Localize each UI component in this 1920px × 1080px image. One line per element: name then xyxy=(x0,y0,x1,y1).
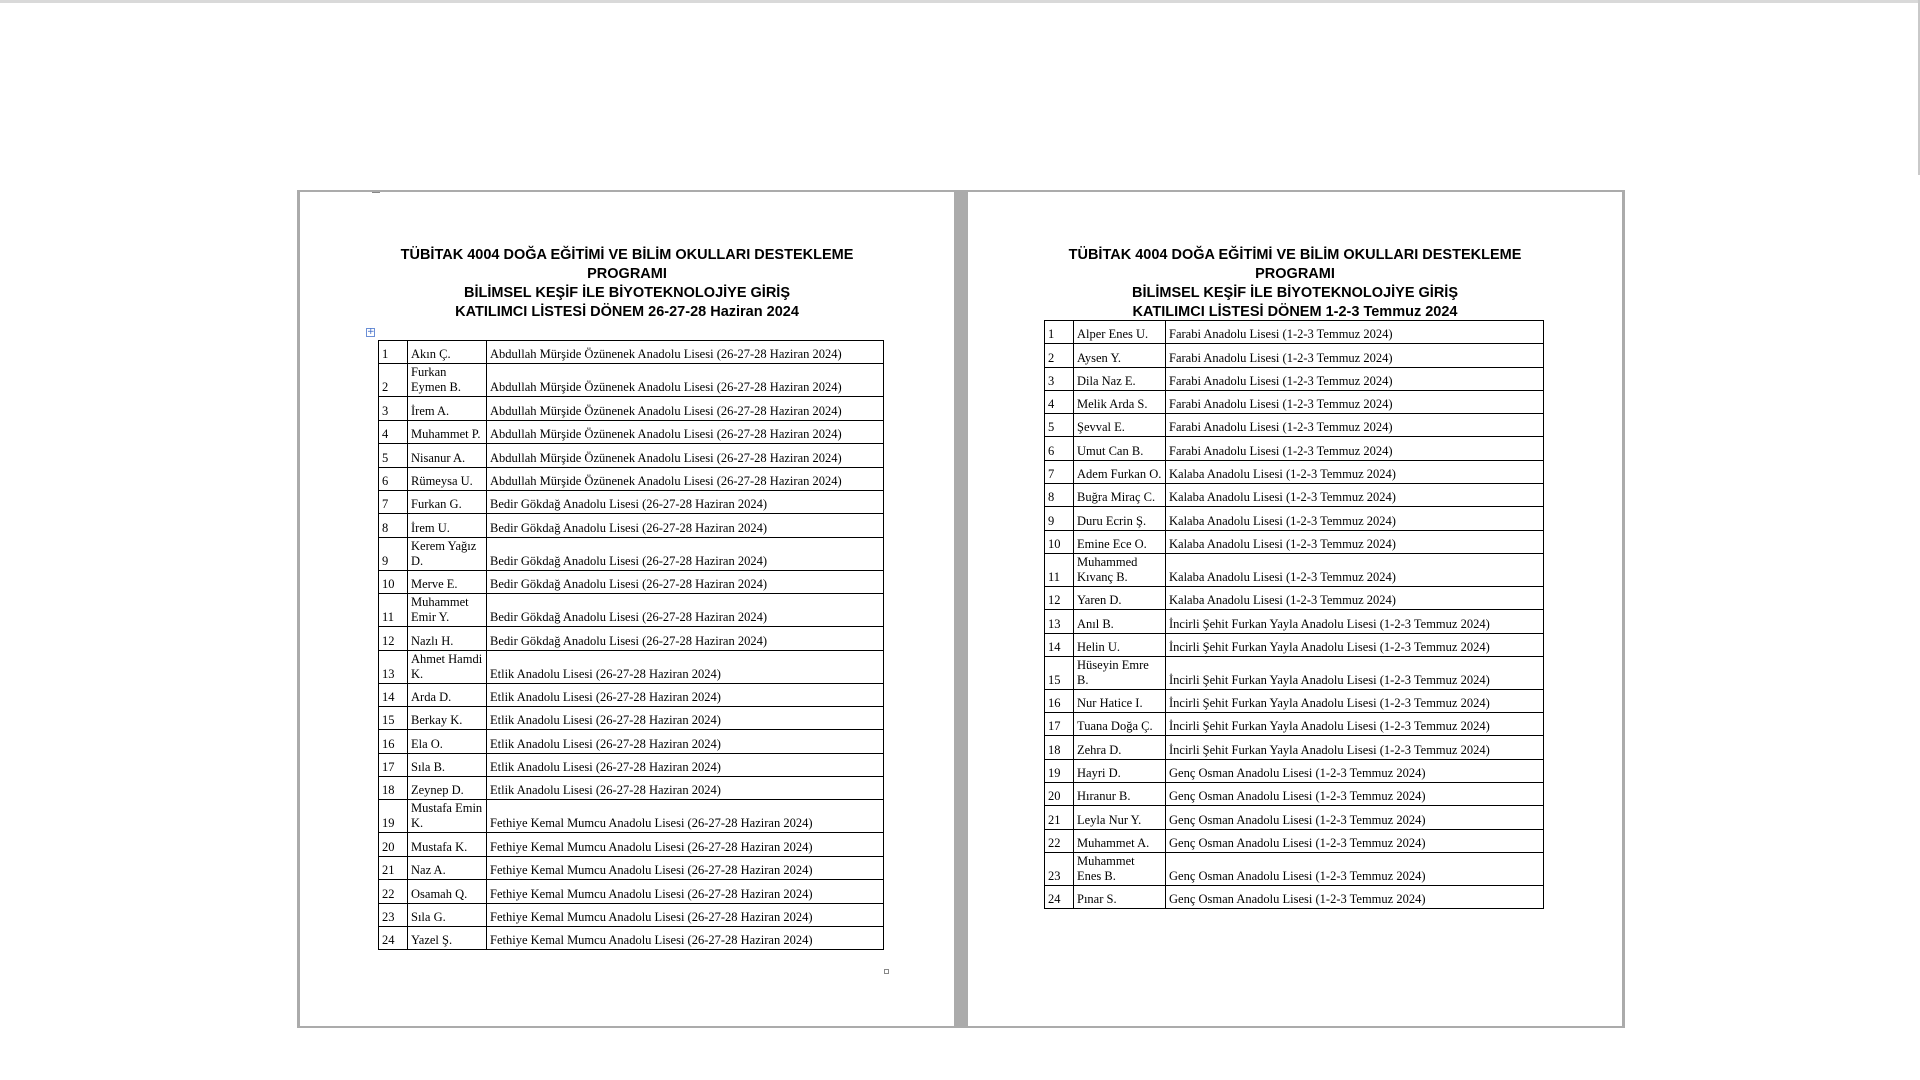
participant-name[interactable]: Furkan G. xyxy=(408,490,487,513)
row-number[interactable]: 2 xyxy=(379,364,408,397)
participant-name[interactable]: Adem Furkan O. xyxy=(1074,460,1166,483)
participant-name[interactable]: Akın Ç. xyxy=(408,341,487,364)
participant-name[interactable]: Nur Hatice I. xyxy=(1074,689,1166,712)
school-name[interactable]: Etlik Anadolu Lisesi (26-27-28 Haziran 2024) xyxy=(487,777,884,800)
school-name[interactable]: Kalaba Anadolu Lisesi (1-2-3 Temmuz 2024) xyxy=(1166,484,1544,507)
row-number[interactable]: 14 xyxy=(379,683,408,706)
row-number[interactable]: 6 xyxy=(1045,437,1074,460)
document-page-right[interactable] xyxy=(968,192,1622,1026)
school-name[interactable]: Genç Osman Anadolu Lisesi (1-2-3 Temmuz 2024) xyxy=(1166,829,1544,852)
participant-name[interactable]: Umut Can B. xyxy=(1074,437,1166,460)
row-number[interactable]: 20 xyxy=(1045,783,1074,806)
row-number[interactable]: 23 xyxy=(1045,852,1074,885)
participant-name[interactable]: Duru Ecrin Ş. xyxy=(1074,507,1166,530)
school-name[interactable]: Abdullah Mürşide Özünenek Anadolu Lisesi (26-27-28 Haziran 2024) xyxy=(487,364,884,397)
participant-name[interactable]: Muhammet Emir Y. xyxy=(408,594,487,627)
table-row[interactable] xyxy=(379,627,884,650)
table-row[interactable] xyxy=(1045,633,1544,656)
participant-name[interactable]: Berkay K. xyxy=(408,706,487,729)
table-row[interactable] xyxy=(1045,507,1544,530)
title-line: TÜBİTAK 4004 DOĞA EĞİTİMİ VE BİLİM OKULLARI DESTEKLEME xyxy=(400,247,854,263)
row-number[interactable]: 24 xyxy=(1045,885,1074,908)
row-number[interactable]: 10 xyxy=(379,570,408,593)
row-number[interactable]: 10 xyxy=(1045,530,1074,553)
participant-name[interactable]: Merve E. xyxy=(408,570,487,593)
table-row[interactable] xyxy=(1045,783,1544,806)
table-row[interactable] xyxy=(1045,321,1544,344)
table-resize-handle[interactable] xyxy=(884,969,889,974)
table-row[interactable] xyxy=(379,856,884,879)
row-number[interactable]: 3 xyxy=(1045,367,1074,390)
table-row[interactable] xyxy=(379,420,884,443)
participant-name[interactable]: Aysen Y. xyxy=(1074,344,1166,367)
participant-name[interactable]: Leyla Nur Y. xyxy=(1074,806,1166,829)
row-number[interactable]: 18 xyxy=(1045,736,1074,759)
row-number[interactable]: 14 xyxy=(1045,633,1074,656)
school-name[interactable]: Genç Osman Anadolu Lisesi (1-2-3 Temmuz 2024) xyxy=(1166,852,1544,885)
row-number[interactable]: 7 xyxy=(1045,460,1074,483)
row-number[interactable]: 13 xyxy=(1045,610,1074,633)
window-bottom-area xyxy=(0,1040,1920,1080)
table-row[interactable] xyxy=(379,397,884,420)
table-row[interactable] xyxy=(379,467,884,490)
table-row[interactable] xyxy=(379,800,884,833)
table-row[interactable] xyxy=(379,650,884,683)
row-number[interactable]: 11 xyxy=(1045,553,1074,586)
participant-name[interactable]: Hıranur B. xyxy=(1074,783,1166,806)
school-name[interactable]: Bedir Gökdağ Anadolu Lisesi (26-27-28 Haziran 2024) xyxy=(487,627,884,650)
title-line: KATILIMCI LİSTESİ DÖNEM 26-27-28 Haziran 2024 xyxy=(455,304,799,320)
participant-name[interactable]: Yazel Ş. xyxy=(408,927,487,950)
table-row[interactable] xyxy=(1045,553,1544,586)
table-row[interactable] xyxy=(1045,806,1544,829)
table-row[interactable] xyxy=(1045,414,1544,437)
table-row[interactable] xyxy=(1045,610,1544,633)
participant-name[interactable]: Mustafa Emin K. xyxy=(408,800,487,833)
row-number[interactable]: 16 xyxy=(1045,689,1074,712)
participant-name[interactable]: Emine Ece O. xyxy=(1074,530,1166,553)
row-number[interactable]: 15 xyxy=(379,706,408,729)
row-number[interactable]: 16 xyxy=(379,730,408,753)
participant-name[interactable]: Şevval E. xyxy=(1074,414,1166,437)
table-row[interactable] xyxy=(1045,390,1544,413)
school-name[interactable]: Etlik Anadolu Lisesi (26-27-28 Haziran 2024) xyxy=(487,650,884,683)
participant-name[interactable]: Melik Arda S. xyxy=(1074,390,1166,413)
school-name[interactable]: İncirli Şehit Furkan Yayla Anadolu Lisesi (1-2-3 Temmuz 2024) xyxy=(1166,656,1544,689)
row-number[interactable]: 8 xyxy=(379,514,408,537)
table-row[interactable] xyxy=(379,570,884,593)
participant-name[interactable]: Yaren D. xyxy=(1074,586,1166,609)
table-row[interactable] xyxy=(379,833,884,856)
school-name[interactable]: İncirli Şehit Furkan Yayla Anadolu Lisesi (1-2-3 Temmuz 2024) xyxy=(1166,633,1544,656)
table-row[interactable] xyxy=(379,490,884,513)
participant-name[interactable]: Alper Enes U. xyxy=(1074,321,1166,344)
school-name[interactable]: Genç Osman Anadolu Lisesi (1-2-3 Temmuz 2024) xyxy=(1166,806,1544,829)
row-number[interactable]: 22 xyxy=(379,880,408,903)
participant-name[interactable]: Nazlı H. xyxy=(408,627,487,650)
title-line: KATILIMCI LİSTESİ DÖNEM 1-2-3 Temmuz 2024 xyxy=(1132,304,1458,320)
table-row[interactable] xyxy=(379,537,884,570)
participant-name[interactable]: Muhammed Kıvanç B. xyxy=(1074,553,1166,586)
document-page-left[interactable] xyxy=(300,192,954,1026)
row-number[interactable]: 13 xyxy=(379,650,408,683)
school-name[interactable]: Abdullah Mürşide Özünenek Anadolu Lisesi (26-27-28 Haziran 2024) xyxy=(487,444,884,467)
table-row[interactable] xyxy=(1045,759,1544,782)
school-name[interactable]: Fethiye Kemal Mumcu Anadolu Lisesi (26-27-28 Haziran 2024) xyxy=(487,903,884,926)
table-row[interactable] xyxy=(1045,437,1544,460)
participant-name[interactable]: Ela O. xyxy=(408,730,487,753)
school-name[interactable]: Etlik Anadolu Lisesi (26-27-28 Haziran 2024) xyxy=(487,706,884,729)
row-number[interactable]: 9 xyxy=(379,537,408,570)
participant-name[interactable]: Pınar S. xyxy=(1074,885,1166,908)
school-name[interactable]: Farabi Anadolu Lisesi (1-2-3 Temmuz 2024) xyxy=(1166,367,1544,390)
school-name[interactable]: İncirli Şehit Furkan Yayla Anadolu Lisesi (1-2-3 Temmuz 2024) xyxy=(1166,610,1544,633)
row-number[interactable]: 24 xyxy=(379,927,408,950)
school-name[interactable]: Bedir Gökdağ Anadolu Lisesi (26-27-28 Haziran 2024) xyxy=(487,537,884,570)
table-row[interactable] xyxy=(1045,656,1544,689)
table-row[interactable] xyxy=(1045,713,1544,736)
row-number[interactable]: 21 xyxy=(1045,806,1074,829)
table-row[interactable] xyxy=(1045,736,1544,759)
school-name[interactable]: Fethiye Kemal Mumcu Anadolu Lisesi (26-27-28 Haziran 2024) xyxy=(487,800,884,833)
table-row[interactable] xyxy=(379,753,884,776)
row-number[interactable]: 1 xyxy=(379,341,408,364)
school-name[interactable]: Genç Osman Anadolu Lisesi (1-2-3 Temmuz 2024) xyxy=(1166,759,1544,782)
participant-name[interactable]: Dila Naz E. xyxy=(1074,367,1166,390)
row-number[interactable]: 19 xyxy=(379,800,408,833)
title-line: PROGRAMI xyxy=(587,266,667,282)
participant-name[interactable]: Anıl B. xyxy=(1074,610,1166,633)
row-number[interactable]: 15 xyxy=(1045,656,1074,689)
participant-name[interactable]: Helin U. xyxy=(1074,633,1166,656)
row-number[interactable]: 7 xyxy=(379,490,408,513)
school-name[interactable]: Fethiye Kemal Mumcu Anadolu Lisesi (26-27-28 Haziran 2024) xyxy=(487,856,884,879)
school-name[interactable]: Kalaba Anadolu Lisesi (1-2-3 Temmuz 2024) xyxy=(1166,460,1544,483)
row-number[interactable]: 4 xyxy=(379,420,408,443)
school-name[interactable]: Farabi Anadolu Lisesi (1-2-3 Temmuz 2024) xyxy=(1166,321,1544,344)
school-name[interactable]: Abdullah Mürşide Özünenek Anadolu Lisesi (26-27-28 Haziran 2024) xyxy=(487,420,884,443)
school-name[interactable]: Etlik Anadolu Lisesi (26-27-28 Haziran 2024) xyxy=(487,753,884,776)
participant-name[interactable]: Zeynep D. xyxy=(408,777,487,800)
table-row[interactable] xyxy=(379,514,884,537)
participant-name[interactable]: Rümeysa U. xyxy=(408,467,487,490)
participant-name[interactable]: Arda D. xyxy=(408,683,487,706)
participant-name[interactable]: Muhammet P. xyxy=(408,420,487,443)
school-name[interactable]: Kalaba Anadolu Lisesi (1-2-3 Temmuz 2024) xyxy=(1166,553,1544,586)
table-row[interactable] xyxy=(1045,530,1544,553)
school-name[interactable]: İncirli Şehit Furkan Yayla Anadolu Lisesi (1-2-3 Temmuz 2024) xyxy=(1166,713,1544,736)
table-row[interactable] xyxy=(1045,885,1544,908)
page-corner-mark xyxy=(372,192,380,193)
participant-name[interactable]: Kerem Yağız D. xyxy=(408,537,487,570)
row-number[interactable]: 23 xyxy=(379,903,408,926)
school-name[interactable]: Kalaba Anadolu Lisesi (1-2-3 Temmuz 2024) xyxy=(1166,586,1544,609)
row-number[interactable]: 17 xyxy=(1045,713,1074,736)
school-name[interactable]: Bedir Gökdağ Anadolu Lisesi (26-27-28 Haziran 2024) xyxy=(487,570,884,593)
row-number[interactable]: 19 xyxy=(1045,759,1074,782)
participant-name[interactable]: Hüseyin Emre B. xyxy=(1074,656,1166,689)
school-name[interactable]: Abdullah Mürşide Özünenek Anadolu Lisesi (26-27-28 Haziran 2024) xyxy=(487,467,884,490)
school-name[interactable]: İncirli Şehit Furkan Yayla Anadolu Lisesi (1-2-3 Temmuz 2024) xyxy=(1166,689,1544,712)
table-row[interactable] xyxy=(379,777,884,800)
participant-name[interactable]: Ahmet Hamdi K. xyxy=(408,650,487,683)
row-number[interactable]: 21 xyxy=(379,856,408,879)
school-name[interactable]: İncirli Şehit Furkan Yayla Anadolu Lisesi (1-2-3 Temmuz 2024) xyxy=(1166,736,1544,759)
row-number[interactable]: 8 xyxy=(1045,484,1074,507)
row-number[interactable]: 11 xyxy=(379,594,408,627)
page-title-right xyxy=(968,246,1622,322)
row-number[interactable]: 2 xyxy=(1045,344,1074,367)
participant-name[interactable]: Muhammet A. xyxy=(1074,829,1166,852)
school-name[interactable]: Etlik Anadolu Lisesi (26-27-28 Haziran 2024) xyxy=(487,730,884,753)
school-name[interactable]: Farabi Anadolu Lisesi (1-2-3 Temmuz 2024) xyxy=(1166,437,1544,460)
school-name[interactable]: Fethiye Kemal Mumcu Anadolu Lisesi (26-27-28 Haziran 2024) xyxy=(487,927,884,950)
table-row[interactable] xyxy=(1045,829,1544,852)
table-row[interactable] xyxy=(379,444,884,467)
table-row[interactable] xyxy=(1045,484,1544,507)
school-name[interactable]: Fethiye Kemal Mumcu Anadolu Lisesi (26-27-28 Haziran 2024) xyxy=(487,880,884,903)
title-line: BİLİMSEL KEŞİF İLE BİYOTEKNOLOJİYE GİRİŞ xyxy=(463,285,791,301)
row-number[interactable]: 1 xyxy=(1045,321,1074,344)
school-name[interactable]: Bedir Gökdağ Anadolu Lisesi (26-27-28 Haziran 2024) xyxy=(487,514,884,537)
table-row[interactable] xyxy=(1045,344,1544,367)
participant-name[interactable]: Tuana Doğa Ç. xyxy=(1074,713,1166,736)
school-name[interactable]: Bedir Gökdağ Anadolu Lisesi (26-27-28 Haziran 2024) xyxy=(487,594,884,627)
row-number[interactable]: 3 xyxy=(379,397,408,420)
participant-name[interactable]: Furkan Eymen B. xyxy=(408,364,487,397)
table-row[interactable] xyxy=(379,730,884,753)
row-number[interactable]: 20 xyxy=(379,833,408,856)
table-row[interactable] xyxy=(1045,852,1544,885)
participant-name[interactable]: Naz A. xyxy=(408,856,487,879)
participant-name[interactable]: İrem A. xyxy=(408,397,487,420)
school-name[interactable]: Abdullah Mürşide Özünenek Anadolu Lisesi (26-27-28 Haziran 2024) xyxy=(487,397,884,420)
table-row[interactable] xyxy=(379,927,884,950)
row-number[interactable]: 12 xyxy=(1045,586,1074,609)
row-number[interactable]: 6 xyxy=(379,467,408,490)
school-name[interactable]: Fethiye Kemal Mumcu Anadolu Lisesi (26-27-28 Haziran 2024) xyxy=(487,833,884,856)
participant-name[interactable]: Sıla G. xyxy=(408,903,487,926)
table-row[interactable] xyxy=(379,903,884,926)
row-number[interactable]: 5 xyxy=(1045,414,1074,437)
table-row[interactable] xyxy=(1045,367,1544,390)
table-row[interactable] xyxy=(379,880,884,903)
page-title-left xyxy=(300,246,954,322)
table-row[interactable] xyxy=(379,341,884,364)
participant-table-right[interactable] xyxy=(1044,320,1544,909)
school-name[interactable]: Bedir Gökdağ Anadolu Lisesi (26-27-28 Haziran 2024) xyxy=(487,490,884,513)
row-number[interactable]: 17 xyxy=(379,753,408,776)
table-row[interactable] xyxy=(379,706,884,729)
participant-name[interactable]: Osamah Q. xyxy=(408,880,487,903)
title-line: PROGRAMI xyxy=(1255,266,1335,282)
school-name[interactable]: Kalaba Anadolu Lisesi (1-2-3 Temmuz 2024) xyxy=(1166,507,1544,530)
participant-name[interactable]: Sıla B. xyxy=(408,753,487,776)
table-row[interactable] xyxy=(379,594,884,627)
table-row[interactable] xyxy=(379,683,884,706)
window-top-border xyxy=(0,0,1920,3)
row-number[interactable]: 9 xyxy=(1045,507,1074,530)
title-line: BİLİMSEL KEŞİF İLE BİYOTEKNOLOJİYE GİRİŞ xyxy=(1131,285,1459,301)
table-row[interactable] xyxy=(1045,586,1544,609)
table-row[interactable] xyxy=(1045,460,1544,483)
school-name[interactable]: Genç Osman Anadolu Lisesi (1-2-3 Temmuz 2024) xyxy=(1166,783,1544,806)
school-name[interactable]: Kalaba Anadolu Lisesi (1-2-3 Temmuz 2024) xyxy=(1166,530,1544,553)
table-row[interactable] xyxy=(379,364,884,397)
school-name[interactable]: Farabi Anadolu Lisesi (1-2-3 Temmuz 2024) xyxy=(1166,344,1544,367)
table-move-handle-icon[interactable]: + xyxy=(367,327,375,337)
participant-name[interactable]: Hayri D. xyxy=(1074,759,1166,782)
row-number[interactable]: 18 xyxy=(379,777,408,800)
school-name[interactable]: Etlik Anadolu Lisesi (26-27-28 Haziran 2024) xyxy=(487,683,884,706)
row-number[interactable]: 22 xyxy=(1045,829,1074,852)
participant-name[interactable]: Mustafa K. xyxy=(408,833,487,856)
participant-name[interactable]: Muhammet Enes B. xyxy=(1074,852,1166,885)
title-line: TÜBİTAK 4004 DOĞA EĞİTİMİ VE BİLİM OKULLARI DESTEKLEME xyxy=(1068,247,1522,263)
participant-table-left[interactable] xyxy=(378,340,884,950)
participant-name[interactable]: Zehra D. xyxy=(1074,736,1166,759)
participant-name[interactable]: Buğra Miraç C. xyxy=(1074,484,1166,507)
participant-name[interactable]: Nisanur A. xyxy=(408,444,487,467)
row-number[interactable]: 5 xyxy=(379,444,408,467)
school-name[interactable]: Genç Osman Anadolu Lisesi (1-2-3 Temmuz 2024) xyxy=(1166,885,1544,908)
table-row[interactable] xyxy=(1045,689,1544,712)
row-number[interactable]: 4 xyxy=(1045,390,1074,413)
school-name[interactable]: Farabi Anadolu Lisesi (1-2-3 Temmuz 2024) xyxy=(1166,390,1544,413)
school-name[interactable]: Abdullah Mürşide Özünenek Anadolu Lisesi (26-27-28 Haziran 2024) xyxy=(487,341,884,364)
school-name[interactable]: Farabi Anadolu Lisesi (1-2-3 Temmuz 2024) xyxy=(1166,414,1544,437)
row-number[interactable]: 12 xyxy=(379,627,408,650)
participant-name[interactable]: İrem U. xyxy=(408,514,487,537)
